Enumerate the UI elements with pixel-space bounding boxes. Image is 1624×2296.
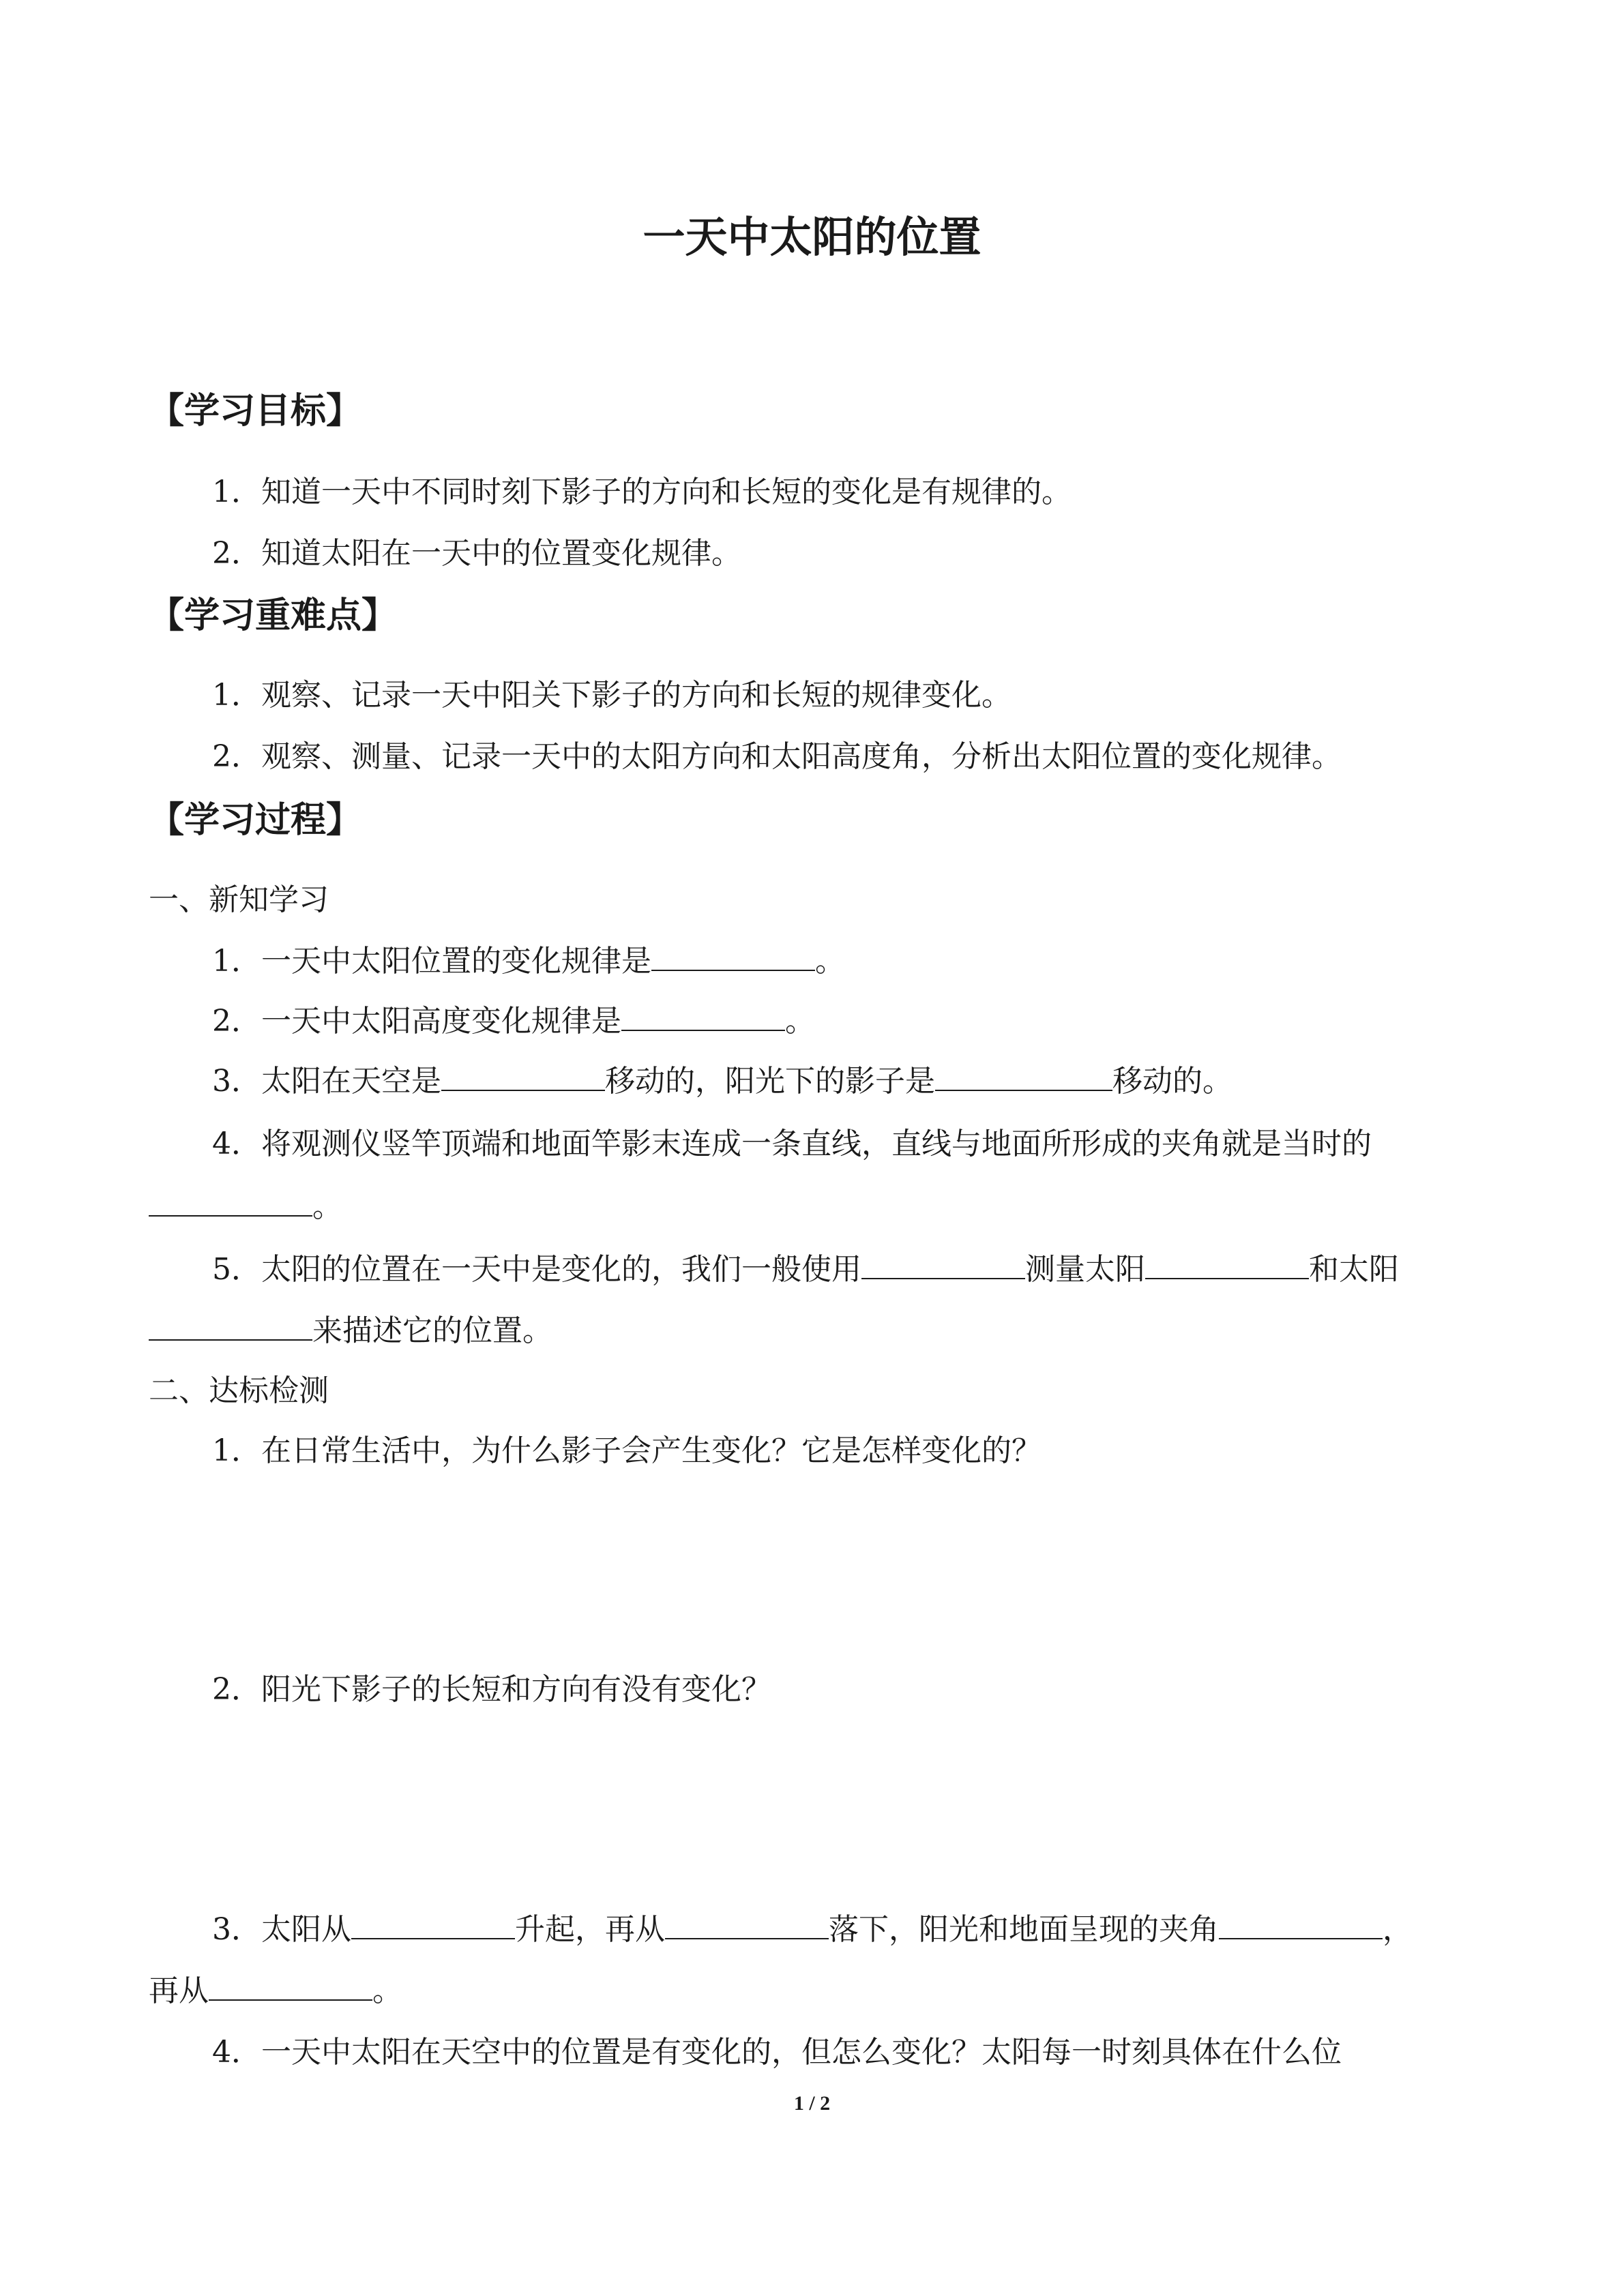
goal-item-1: 1．知道一天中不同时刻下影子的方向和长短的变化是有规律的。 <box>212 475 1072 509</box>
page-title: 一天中太阳的位置 <box>643 212 981 262</box>
answer-blank[interactable] <box>149 1188 312 1217</box>
part1-heading: 一、新知学习 <box>149 882 329 917</box>
check-question-4: 4．一天中太阳在天空中的位置是有变化的，但怎么变化？太阳每一时刻具体在什么位 <box>212 2035 1342 2070</box>
key-point-item-1: 1．观察、记录一天中阳关下影子的方向和长短的规律变化。 <box>212 678 1012 713</box>
answer-blank[interactable] <box>651 942 815 971</box>
key-points-heading: 【学习重难点】 <box>149 595 398 636</box>
goal-item-2: 2．知道太阳在一天中的位置变化规律。 <box>212 536 741 571</box>
key-point-item-2: 2．观察、测量、记录一天中的太阳方向和太阳高度角，分析出太阳位置的变化规律。 <box>212 739 1342 774</box>
answer-blank[interactable] <box>1219 1911 1383 1939</box>
answer-blank[interactable] <box>209 1972 372 2001</box>
answer-blank[interactable] <box>149 1312 312 1341</box>
process-heading: 【学习过程】 <box>149 800 362 841</box>
goals-heading: 【学习目标】 <box>149 391 362 432</box>
answer-blank[interactable] <box>621 1002 785 1031</box>
answer-blank[interactable] <box>665 1911 829 1939</box>
answer-blank[interactable] <box>351 1911 515 1939</box>
check-question-1: 1．在日常生活中，为什么影子会产生变化？它是怎样变化的？ <box>212 1433 1042 1468</box>
fill-question-5-cont: 来描述它的位置。 <box>149 1311 552 1352</box>
check-question-3-cont: 再从 。 <box>149 1973 402 2008</box>
answer-blank[interactable] <box>935 1062 1112 1091</box>
fill-question-4-cont: 。 <box>149 1187 342 1227</box>
fill-question-5: 5．太阳的位置在一天中是变化的，我们一般使用 测量太阳 和太阳 <box>212 1252 1399 1287</box>
check-question-3: 3．太阳从 升起，再从 落下，阳光和地面呈现的夹角 ， <box>212 1912 1413 1947</box>
page-number: 1 / 2 <box>793 2092 831 2115</box>
answer-blank[interactable] <box>1145 1251 1309 1279</box>
answer-blank[interactable] <box>861 1251 1025 1279</box>
fill-question-2: 2．一天中太阳高度变化规律是 。 <box>212 1004 815 1039</box>
part2-heading: 二、达标检测 <box>149 1373 329 1408</box>
check-question-2: 2．阳光下影子的长短和方向有没有变化？ <box>212 1672 771 1707</box>
answer-blank[interactable] <box>441 1062 605 1091</box>
fill-question-1: 1．一天中太阳位置的变化规律是 。 <box>212 944 845 979</box>
fill-question-4: 4．将观测仪竖竿顶端和地面竿影末连成一条直线，直线与地面所形成的夹角就是当时的 <box>212 1127 1372 1161</box>
fill-question-3: 3．太阳在天空是 移动的，阳光下的影子是 移动的。 <box>212 1064 1232 1099</box>
